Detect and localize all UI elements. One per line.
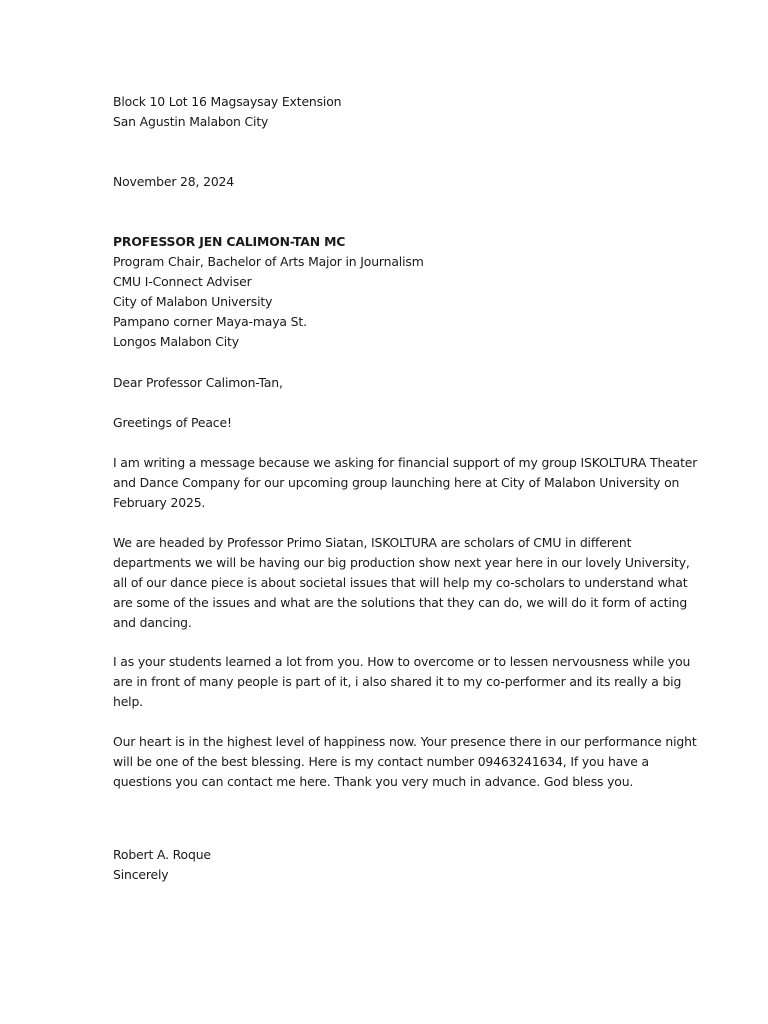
- sender-address-line-2: San Agustin Malabon City: [113, 114, 269, 129]
- recipient-line-1: Program Chair, Bachelor of Arts Major in Journalism: [113, 254, 424, 269]
- paragraph-line: questions you can contact me here. Thank you very much in advance. God bless you.: [113, 774, 634, 789]
- paragraph-line: We are headed by Professor Primo Siatan, ISKOLTURA are scholars of CMU in different: [113, 535, 632, 550]
- greeting-text: Greetings of Peace!: [113, 415, 232, 430]
- body-paragraph-4: [113, 732, 697, 792]
- recipient-name: PROFESSOR JEN CALIMON-TAN MC: [113, 234, 346, 249]
- sender-address: [113, 92, 673, 132]
- signature-block: [113, 845, 673, 885]
- paragraph-line: I as your students learned a lot from you. How to overcome or to lessen nervousness while you: [113, 654, 691, 669]
- date-text: November 28, 2024: [113, 174, 235, 189]
- paragraph-line: all of our dance piece is about societal issues that will help my co-scholars to understand what: [113, 575, 688, 590]
- salutation: [113, 373, 673, 393]
- salutation-text: Dear Professor Calimon-Tan,: [113, 375, 283, 390]
- paragraph-line: Our heart is in the highest level of happiness now. Your presence there in our performance night: [113, 734, 697, 749]
- closing-text: Sincerely: [113, 867, 169, 882]
- body-paragraph-3: [113, 652, 691, 712]
- recipient-block: [113, 232, 673, 352]
- letter-date: [113, 172, 673, 192]
- paragraph-line: are some of the issues and what are the solutions that they can do, we will do it form of acting: [113, 595, 688, 610]
- recipient-line-3: City of Malabon University: [113, 294, 273, 309]
- paragraph-line: help.: [113, 694, 143, 709]
- body-paragraph-1: [113, 453, 698, 513]
- paragraph-line: and dancing.: [113, 615, 192, 630]
- greeting: [113, 413, 673, 433]
- recipient-line-4: Pampano corner Maya-maya St.: [113, 314, 307, 329]
- body-paragraph-2: [113, 533, 690, 633]
- recipient-line-2: CMU I-Connect Adviser: [113, 274, 252, 289]
- paragraph-line: are in front of many people is part of it, i also shared it to my co-performer and its really a big: [113, 674, 682, 689]
- paragraph-line: and Dance Company for our upcoming group launching here at City of Malabon University on: [113, 475, 680, 490]
- paragraph-line: I am writing a message because we asking for financial support of my group ISKOLTURA Theater: [113, 455, 698, 470]
- sender-address-line-1: Block 10 Lot 16 Magsaysay Extension: [113, 94, 342, 109]
- paragraph-line: will be one of the best blessing. Here is my contact number 09463241634, If you have a: [113, 754, 649, 769]
- recipient-line-5: Longos Malabon City: [113, 334, 239, 349]
- signer-name: Robert A. Roque: [113, 847, 211, 862]
- paragraph-line: February 2025.: [113, 495, 206, 510]
- paragraph-line: departments we will be having our big production show next year here in our lovely University,: [113, 555, 690, 570]
